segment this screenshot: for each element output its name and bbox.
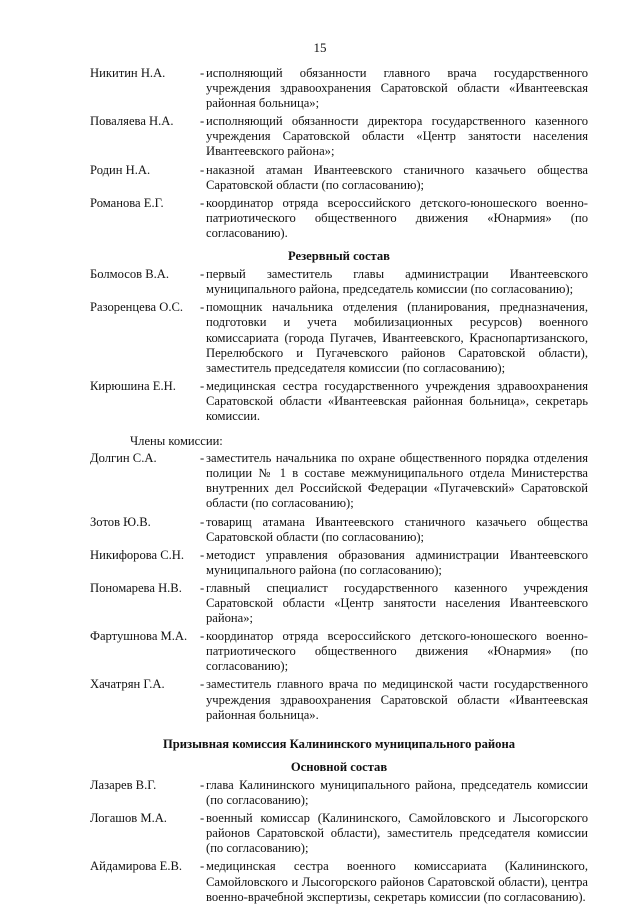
member-role: заместитель начальника по охране общественного порядка отделения полиции № 1 в составе межмуниципального отдела Министерства внутренних дел Российской Федерации «Пугачевский» Саратовской области (по согласованию); (206, 451, 588, 511)
member-role: товарищ атамана Ивантеевского станичного казачьего общества Саратовской области (по согласованию); (206, 514, 588, 544)
member-name: Айдамирова Е.В. (90, 859, 183, 874)
member-name: Зотов Ю.В. (90, 514, 151, 529)
member-entry (90, 114, 588, 159)
page-number: 15 (313, 40, 327, 55)
section-heading: Призывная комиссия Калининского муниципального района (162, 736, 516, 751)
member-role: медицинская сестра военного комиссариата (Калининского, Самойловского и Лысогорского районов Саратовской области), центра военно-врачебной экспертизы, секретарь комиссии (по согласованию). (206, 859, 588, 904)
dash-separator: - (200, 777, 205, 792)
member-name: Болмосов В.А. (90, 267, 170, 282)
reserve-heading: Резервный состав (288, 249, 390, 264)
member-name: Лазарев В.Г. (90, 777, 157, 792)
member-entry (90, 300, 588, 375)
member-role: помощник начальника отделения (планирования, предназначения, подготовки и учета мобилизационных ресурсов) военного комиссариата (города Пугачев, Ивантеевского, Краснопартизанского, Перелюбского и Пугачевского районов Саратовской области), заместитель председателя комиссии (по согласованию); (206, 300, 588, 375)
dash-separator: - (200, 162, 205, 177)
member-role: исполняющий обязанности директора государственного казенного учреждения Саратовской области «Центр занятости населения Ивантеевского района»; (206, 114, 588, 159)
dash-separator: - (200, 195, 205, 210)
member-name: Логашов М.А. (90, 811, 167, 826)
member-role: первый заместитель главы администрации Ивантеевского муниципального района, председатель комиссии (по согласованию); (206, 267, 588, 297)
dash-separator: - (200, 677, 205, 692)
dash-separator: - (200, 859, 205, 874)
dash-separator: - (200, 66, 205, 80)
member-name: Родин Н.А. (90, 162, 151, 177)
member-entry (90, 196, 588, 241)
document-content (90, 66, 588, 908)
member-name: Пономарева Н.В. (90, 580, 182, 595)
dash-separator: - (200, 629, 205, 644)
member-entry (90, 267, 588, 297)
entry-group (90, 451, 588, 723)
member-entry (90, 548, 588, 578)
dash-separator: - (200, 300, 205, 315)
member-role: координатор отряда всероссийского детского-юношеского военно-патриотического общественного движения «Юнармия» (по согласованию). (206, 195, 588, 240)
member-entry (90, 163, 588, 193)
dash-separator: - (200, 451, 205, 466)
entry-group (90, 267, 588, 424)
member-role: заместитель главного врача по медицинской части государственного учреждения здравоохранения Саратовской области «Ивантеевская районная больница». (206, 677, 588, 722)
member-name: Никифорова С.Н. (90, 547, 185, 562)
member-name: Разоренцева О.С. (90, 300, 184, 315)
main-heading: Основной состав (290, 759, 388, 774)
member-role: координатор отряда всероссийского детского-юношеского военно-патриотического общественного движения «Юнармия» (по согласованию); (206, 629, 588, 674)
member-role: медицинская сестра государственного учреждения здравоохранения Саратовской области «Ивантеевская районная больница», секретарь комиссии. (206, 378, 588, 423)
member-name: Хачатрян Г.А. (90, 677, 165, 692)
member-entry (90, 451, 588, 511)
entry-group (90, 66, 588, 241)
dash-separator: - (200, 580, 205, 595)
member-entry (90, 66, 588, 111)
member-entry (90, 677, 588, 722)
member-role: методист управления образования администрации Ивантеевского муниципального района (по согласованию); (206, 547, 588, 577)
member-entry (90, 379, 588, 424)
member-entry (90, 859, 588, 904)
member-entry (90, 778, 588, 808)
dash-separator: - (200, 547, 205, 562)
member-entry (90, 581, 588, 626)
dash-separator: - (200, 378, 205, 393)
member-entry (90, 515, 588, 545)
member-name: Никитин Н.А. (90, 66, 166, 80)
members-label: Члены комиссии: (130, 434, 223, 449)
member-role: глава Калининского муниципального района, председатель комиссии (по согласованию); (206, 777, 588, 808)
member-name: Романова Е.Г. (90, 195, 164, 210)
member-name: Поваляева Н.А. (90, 114, 174, 129)
member-role: исполняющий обязанности главного врача государственного учреждения здравоохранения Саратовской области «Ивантеевская районная больница»; (206, 66, 588, 111)
member-role: главный специалист государственного казенного учреждения Саратовской области «Центр занятости населения Ивантеевского района»; (206, 580, 588, 626)
member-name: Кирюшина Е.Н. (90, 378, 176, 393)
member-entry (90, 811, 588, 856)
member-name: Долгин С.А. (90, 451, 157, 466)
member-entry (90, 629, 588, 674)
member-role: наказной атаман Ивантеевского станичного казачьего общества Саратовской области (по согласованию); (206, 162, 588, 192)
member-role: военный комиссар (Калининского, Самойловского и Лысогорского районов Саратовской области), заместитель председателя комиссии (по согласованию); (206, 811, 588, 856)
dash-separator: - (200, 114, 205, 129)
dash-separator: - (200, 811, 205, 826)
dash-separator: - (200, 267, 205, 282)
member-name: Фартушнова М.А. (90, 629, 188, 644)
dash-separator: - (200, 514, 205, 529)
entry-group (90, 778, 588, 905)
